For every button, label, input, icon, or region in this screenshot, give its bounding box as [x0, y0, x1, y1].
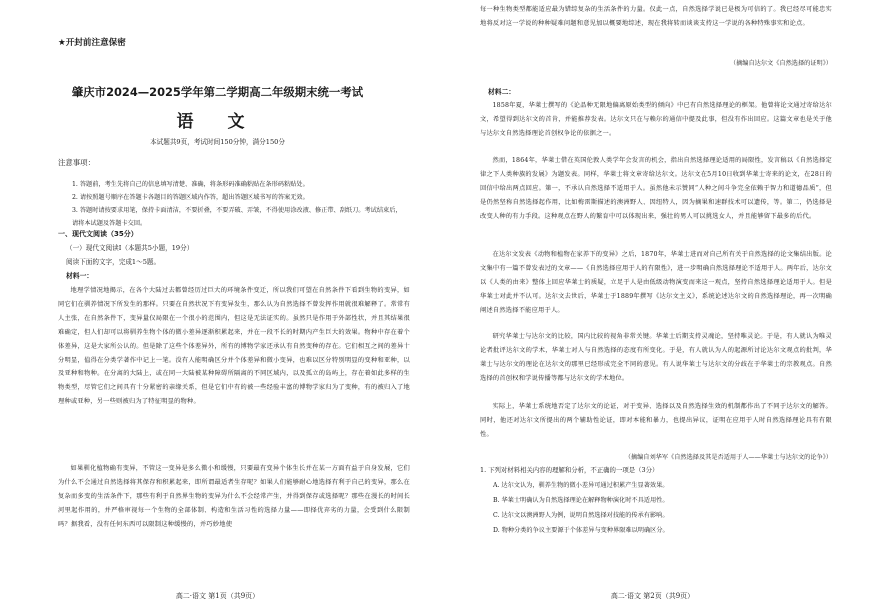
right-page [435, 0, 870, 615]
option-a: A. 达尔文认为，驯养生物的微小差异可通过积累产生显著效果。 [493, 482, 669, 489]
exam-title: 肇庆市2024—2025学年第二学期高二年级期末统一考试 [71, 85, 364, 99]
material-1-paragraph: 如果驯化植物确有变异，不管这一变异是多么微小和缓慢，只要最有变异个体生长并在某一方面有益于自身发展，它们为什么不会通过自然选择将其保存和积累起来，即所谓最适者生存呢？如果人们能够耐心地选择有利于自己的变异，那么在复杂而多变的生活条件下，那些有利于自然界生物的变异为什么不会经常产生，并得到保存或选择呢？那些在漫长的时间长河里起作用的，并严格审视每一个生物的全部体制、构造和生活习性的选择力量——即择优弃劣的力量，会受到什么限制吗？据我看，没有任何东西可以限制这种缓慢的，并巧妙地使 [58, 465, 410, 528]
question-1-options [493, 478, 669, 538]
notes-list [72, 178, 402, 230]
exam-info: 本试题共9页，考试时间150分钟，满分150分 [150, 138, 285, 146]
material-2-label: 材料二： [488, 88, 516, 96]
note-item: 1. 答题前，考生先将自己的信息填写清楚、准确，将条形码准确粘贴在条形码粘贴处。 [72, 181, 309, 188]
material-2-paragraph: 然而，1864年，华莱士借在英国伦敦人类学年会发言的机会，指出自然选择理论适用的局限性，发言稿以《自然选择定律之下人类种族的发展》为题发表。同样，华莱士将文章寄给达尔文。达尔文在5月10日收到华莱士寄来的论文，在28日的回信中给出两点回应。第一，不承认自然选择不适用于人。虽然他未示赞同“人种之间斗争完全依赖于智力和道德品质”，但是仍然坚称自然选择起作用，比如梅雷斯描述的澳洲野人、因纽特人，因为摘果和速群技术可以遗传，等。第二，仍选择是改变人种的有力手段。这种观点在野人的繁育中可以体现出来，强壮的男人可以挑选女人，并且能够留下最多的后代。 [480, 157, 832, 220]
page-footer: 高二·语文 第1页（共9页） [175, 592, 260, 600]
material-1-paragraph: 地理学情况地揭示，在各个大陆过去都曾经历过巨大的环境条件变迁，所以我们可望在自然条件下看到生物的变异，如同它们在驯养情况下所发生的那样。只要在自然状况下有变异发生，那么认为自然选择不曾发挥作用就很难解释了。常常有人主张，在自然条件下，变异量仅局限在一个很小的范围内，但这是无法证实的。虽然只是作用于外部性状，并且其结果很难确定，但人们却可以将驯养生物个体的微小差异逐渐积累起来，并在一段不长的时期内产生巨大的效果。物种中存在着个体差异，这是大家所公认的。但是除了这些个体差异外，所有的博物学家还承认有自然变种的存在。它们相互之间的差异十分明显，值得在分类学著作中记上一笔。没有人能明确区分并个体差异和微小变异，也难以区分特别明显的变种和亚种，以及亚种和物种。在分离的大陆上，或在同一大陆被某种障碍所隔离的不同区域内，以及孤立的岛屿上，存在着如此多样的生物类型，尽管它们之间具有十分紧密的亲缘关系，但是它们中有的被一些经验丰富的博物学家归为了变种，有的被归入了地理种或亚种，另一些则被归为了特征明显的物种。 [58, 287, 410, 406]
material-1-continuation: 每一种生物类型都能适应最为错综复杂的生活条件的力量。仅此一点，自然选择学说已是极为可信的了。我已经尽可能忠实地将反对这一学说的种种疑难问题和意见加以概要地综述，现在我将转而谈谈支持这一学说的各种特殊事实和论点。 [480, 6, 832, 27]
page-footer: 高二·语文 第2页（共9页） [610, 592, 695, 600]
instruction-text: 阅读下面的文字，完成1～5题。 [66, 258, 161, 266]
question-1-stem: 1. 下列对材料相关内容的理解和分析，不正确的一项是（3分） [480, 466, 659, 474]
option-b: B. 华莱士明确认为自然选择理论在解释物种演化时不具适用性。 [493, 497, 669, 504]
notes-title: 注意事项： [58, 158, 95, 167]
material-2-paragraph: 1858年夏，华莱士撰写的《论品种无限地偏离原始类型的倾向》中已有自然选择理论的框架。他曾将论文通过寄给达尔文，希望得到达尔文的首肯，并能推荐发表。达尔文只在与赖尔的通信中提及此事，但没有作出回应。这篇文章也是关于他与达尔文自然选择理论首创权争论的依据之一。 [480, 102, 832, 137]
material-2-paragraph: 实际上，华莱士系统地否定了达尔文的论证，对于变异、选择以及自然选择生效的机制都作出了不同于达尔文的解答。同时，他还对达尔文所提出的两个辅助性论证，即对本能和暴力，也提出异议，证明在应用于人时自然选择理论具有有限性。 [480, 403, 832, 438]
material-2-paragraph: 在达尔文发表《动物和植物在家养下的变异》之后，1870年，华莱士进而对自己所有关于自然选择的论文集结出版。论文集中有一篇不曾发表过的文章——《自然选择应用于人的有限性》，进一步明确自然选择理论不适用于人。两年后，达尔文以《人类的由来》整体上回应华莱士的质疑，立足于人是由低级动物演变而来这一观点，坚持自然选择理论适用于人。但是华莱士对此并不认可。达尔文去世后，华莱士于1889年撰写《达尔文主义》，系统论述达尔文的自然选择理论，再一次明确阐述自然选择不能应用于人。 [480, 251, 832, 314]
sub-section-title: （一）现代文阅读Ⅰ（本题共5小题，19分） [66, 244, 194, 252]
note-item: 2. 请按照题号顺序在答题卡各题目的答题区域内作答，超出答题区域书写的答案无效。 [72, 194, 309, 201]
section-title: 一、现代文阅读（35分） [58, 230, 138, 238]
material-2-paragraph: 研究华莱士与达尔文的比较，国内比较的视角非常关键。华莱士后期支持灵魂论，坚持唯灵论。于是，有人就认为唯灵论者批评达尔文的学术，华莱士对人与自然选择的态度有所变化。于是，有人就认为人的起源所讨论达尔文观点的批判，华莱士与达尔文的理论在达尔文的那里已经形成完全不同的意见。有人说华莱士与达尔文的分歧在于华莱士的宗教观点。自然选择的首创权和学说传播等都与达尔文的学术地位。 [480, 333, 832, 382]
subject-title: 语 文 [176, 112, 259, 132]
option-c: C. 达尔文以澳洲野人为例，说明自然选择对技能的传承有影响。 [493, 512, 669, 519]
source-citation: （摘编自刘华军《自然选择及其是否适用于人——华莱士与达尔文的论争》） [624, 454, 832, 461]
note-item: 3. 答题时请按要求用笔，保持卡面清洁，不要折叠，不要弄破、弄皱，不得使用涂改液、修正带、刮纸刀。考试结束后，请将本试题及答题卡交回。 [72, 207, 402, 227]
source-citation: （摘编自达尔文《自然选择的证明》） [729, 60, 832, 67]
confidential-mark: ★开封前注意保密 [58, 38, 126, 48]
material-1-label: 材料一： [66, 272, 94, 280]
option-d: D. 物种分类的争议主要源于个体差异与变种界限难以明确区分。 [493, 527, 669, 534]
